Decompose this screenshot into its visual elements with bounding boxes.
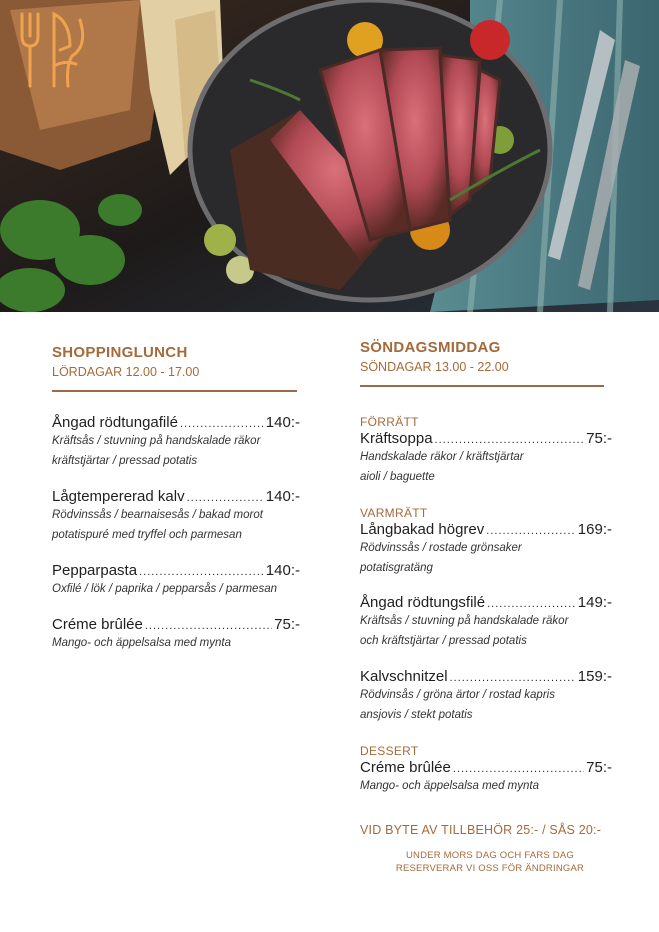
dish-price: 140:- (265, 562, 300, 579)
dish-description: kräftstjärtar / pressad potatis (52, 455, 198, 467)
section-divider (360, 385, 604, 387)
dot-leader (145, 620, 272, 632)
dish-description: aioli / baguette (360, 471, 435, 483)
dot-leader (450, 672, 576, 684)
section-divider (52, 390, 297, 392)
dish-description: Handskalade räkor / kräftstjärtar (360, 451, 524, 463)
dish-price: 169:- (577, 521, 612, 538)
dish-name: Kräftsoppa (360, 430, 433, 447)
holiday-notice-line: UNDER MORS DAG OCH FARS DAG (406, 850, 574, 861)
dish-description: Rödvinssås / rostade grönsaker (360, 542, 522, 554)
section-title: SÖNDAGSMIDDAG (360, 339, 501, 356)
dish-price: 75:- (586, 430, 612, 447)
dish-description: och kräftstjärtar / pressad potatis (360, 635, 527, 647)
menu-item (360, 415, 612, 487)
dish-name: Pepparpasta (52, 562, 138, 579)
dish-description: Mango- och äppelsalsa med mynta (360, 780, 539, 792)
dish-price: 75:- (586, 759, 612, 776)
dish-name: Créme brûlée (360, 759, 451, 776)
hero-food-photo (0, 0, 659, 312)
course-category: DESSERT (360, 744, 419, 758)
course-category: FÖRRÄTT (360, 415, 419, 429)
course-category: VARMRÄTT (360, 506, 428, 520)
fork-knife-logo-icon (14, 6, 88, 92)
dot-leader (453, 763, 584, 775)
menu-item (360, 594, 612, 651)
dish-description: Mango- och äppelsalsa med mynta (52, 637, 231, 649)
section-hours: SÖNDAGAR 13.00 - 22.00 (360, 360, 509, 374)
dish-price: 140:- (265, 414, 300, 431)
menu-item (360, 506, 612, 578)
dish-description: Rödvinssås / bearnaisesås / bakad morot (52, 509, 263, 521)
dot-leader (180, 418, 264, 430)
dish-name: Lågtempererad kalv (52, 488, 185, 505)
dish-price: 140:- (265, 488, 300, 505)
holiday-notice-line: RESERVERAR VI OSS FÖR ÄNDRINGAR (395, 863, 585, 874)
dish-name: Créme brûlée (52, 616, 143, 633)
dot-leader (187, 492, 264, 504)
dot-leader (486, 525, 576, 537)
dish-description: Kräftsås / stuvning på handskalade räkor (360, 615, 569, 627)
dish-description: potatispuré med tryffel och parmesan (52, 529, 242, 541)
section-title: SHOPPINGLUNCH (52, 344, 188, 361)
holiday-notice (360, 849, 620, 875)
dish-name: Ångad rödtungsfilé (360, 594, 486, 611)
menu-item (52, 488, 300, 545)
dish-price: 149:- (577, 594, 612, 611)
section-hours: LÖRDAGAR 12.00 - 17.00 (52, 365, 200, 379)
dish-name: Ångad rödtungafilé (52, 414, 178, 431)
dish-description: Kräftsås / stuvning på handskalade räkor (52, 435, 261, 447)
dish-description: ansjovis / stekt potatis (360, 709, 473, 721)
dish-price: 75:- (274, 616, 300, 633)
dot-leader (139, 566, 264, 578)
menu-item (52, 562, 300, 599)
dish-description: Rödvinsås / gröna ärtor / rostad kapris (360, 689, 555, 701)
menu-item (52, 414, 300, 471)
menu-item (52, 616, 300, 653)
dish-description: Oxfilé / lök / paprika / pepparsås / parmesan (52, 583, 277, 595)
dish-description: potatisgratäng (360, 562, 433, 574)
dish-name: Långbakad högrev (360, 521, 485, 538)
dot-leader (487, 598, 576, 610)
dish-name: Kalvschnitzel (360, 668, 448, 685)
dish-price: 159:- (577, 668, 612, 685)
side-swap-note: VID BYTE AV TILLBEHÖR 25:- / SÅS 20:- (360, 823, 602, 837)
menu-item (360, 668, 612, 725)
dot-leader (435, 434, 585, 446)
menu-item (360, 744, 612, 796)
